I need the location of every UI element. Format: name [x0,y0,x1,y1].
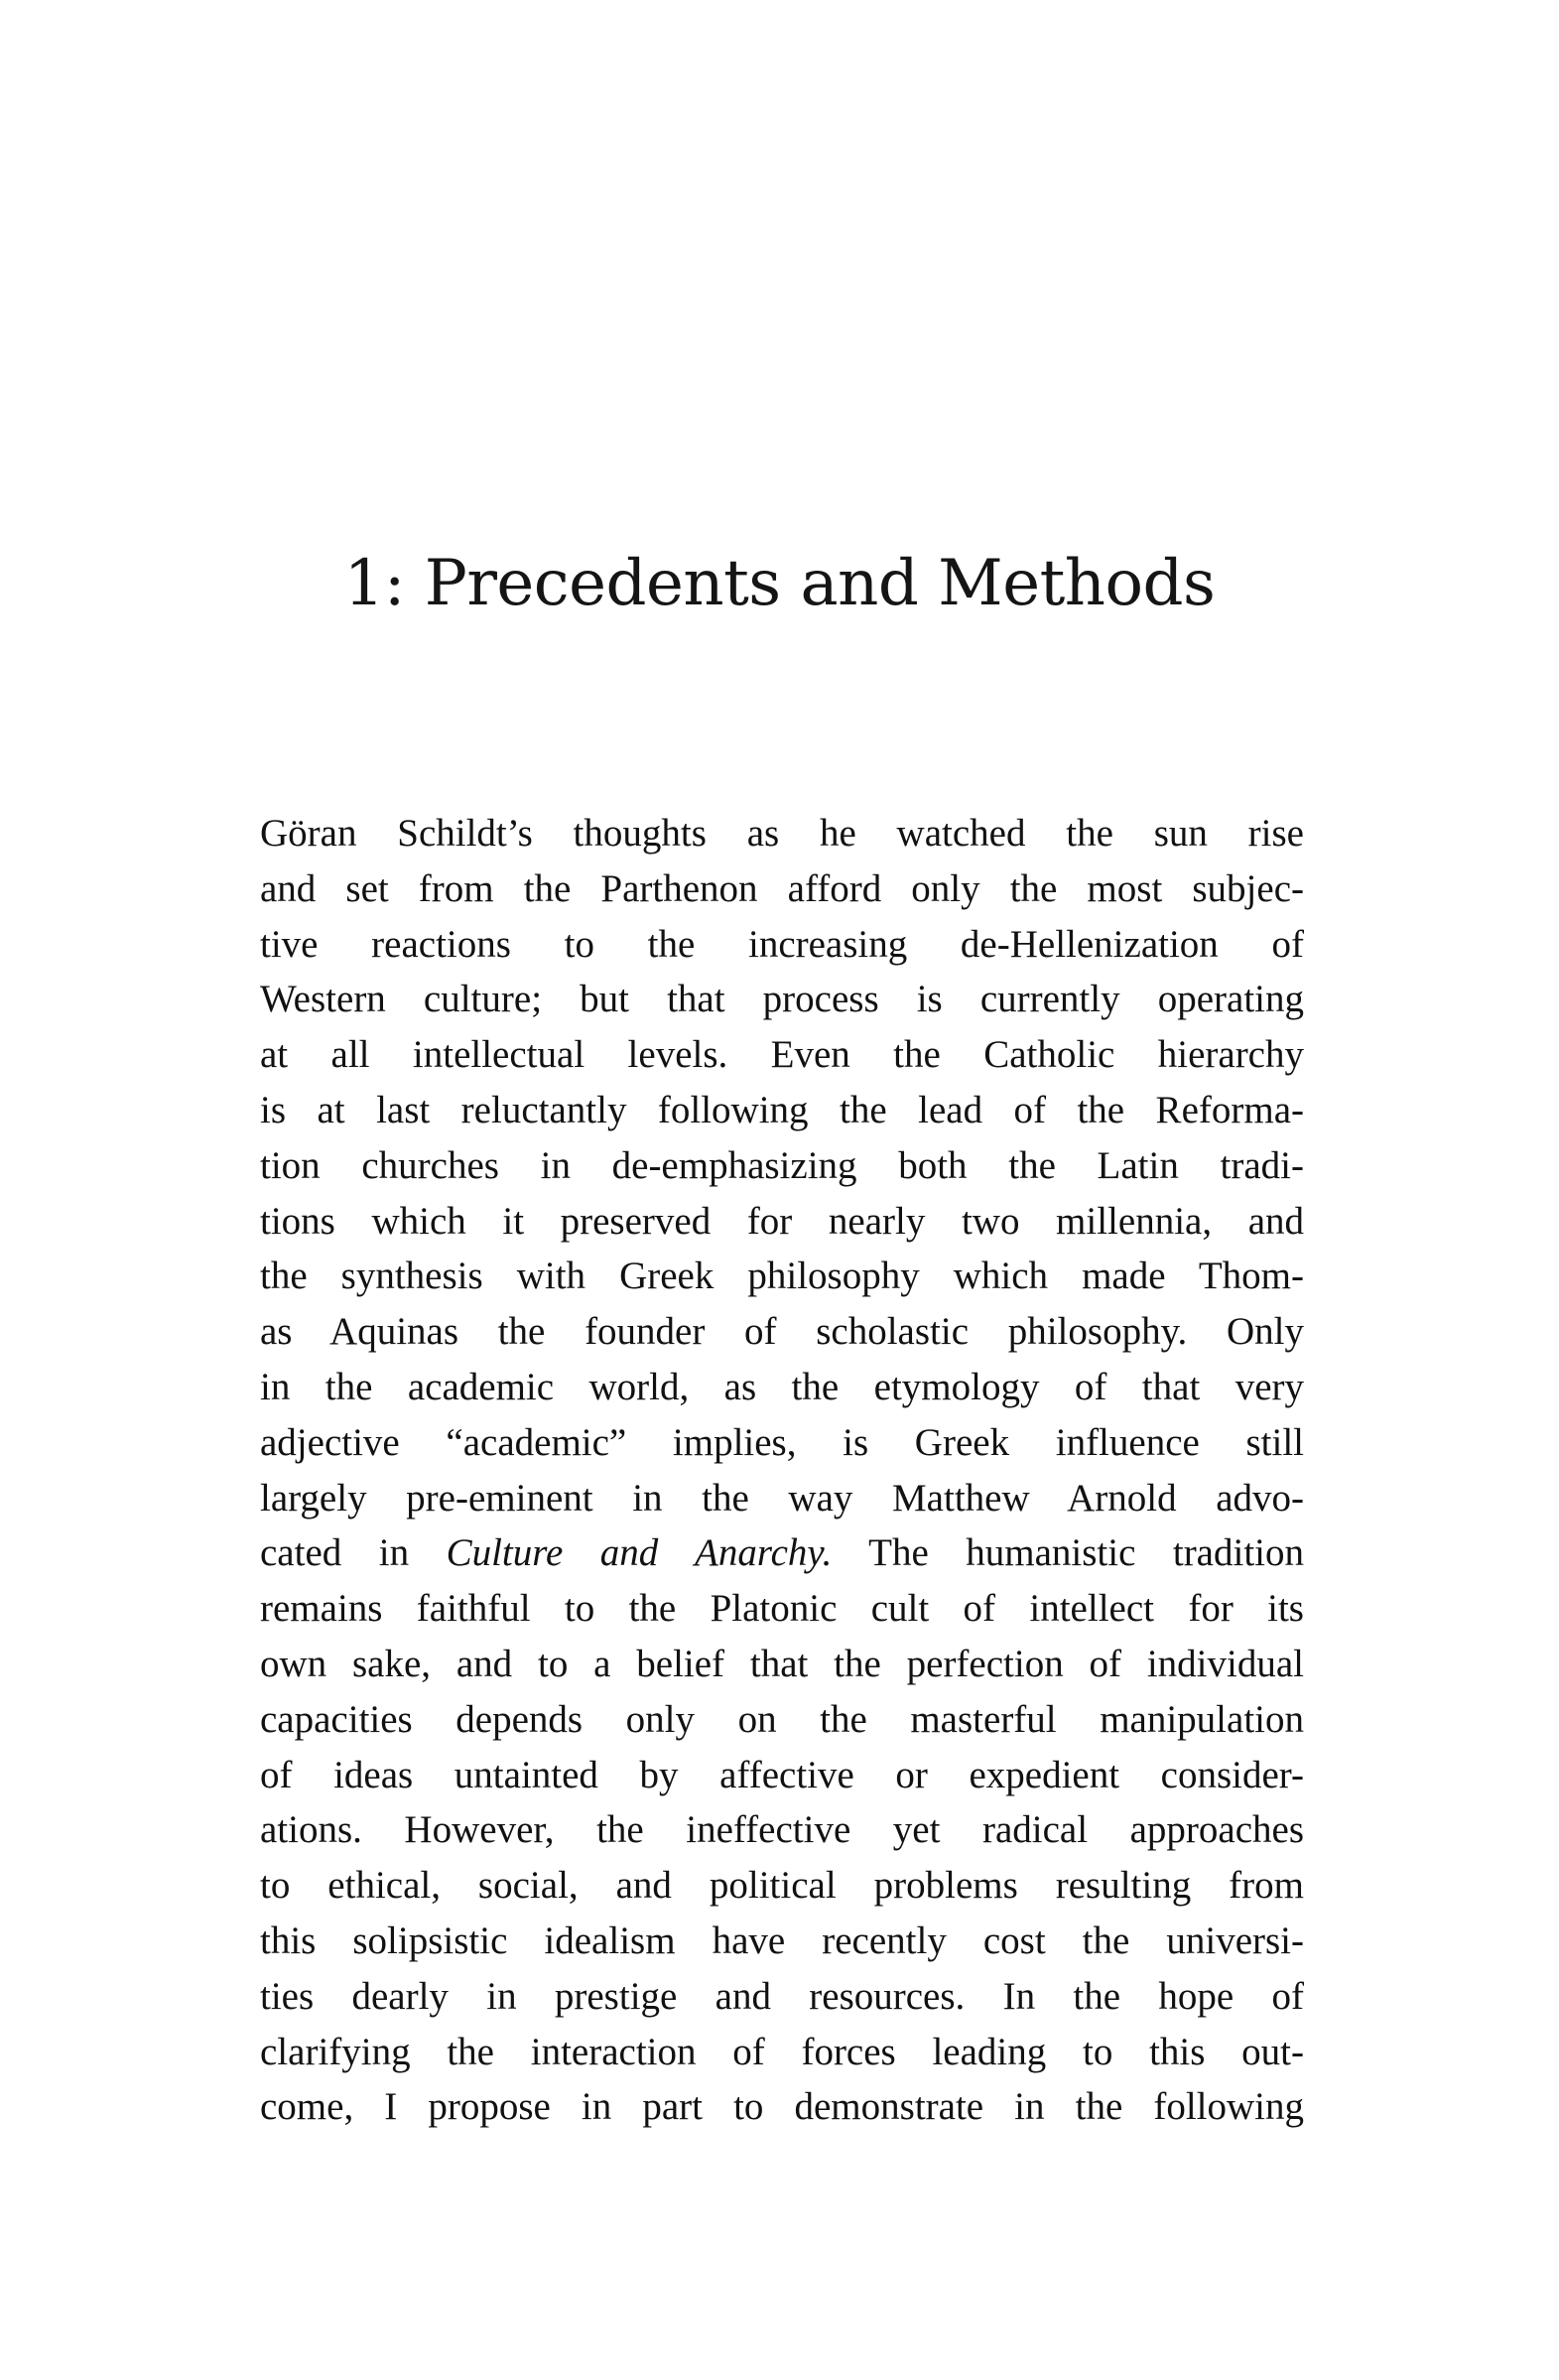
body-paragraph [260,806,1304,2135]
text-line: remains faithful to the Platonic cult of intellect for its [260,1587,1304,1631]
text-line: clarifying the interaction of forces leading to this out- [260,2030,1304,2073]
text-line: ties dearly in prestige and resources. In the hope of [260,1974,1304,2018]
text-line: Göran Schildt’s thoughts as he watched the sun rise [260,812,1304,855]
text-line: Western culture; but that process is currently operating [260,978,1304,1021]
text-line: as Aquinas the founder of scholastic philosophy. Only [260,1310,1304,1354]
text-line: in the academic world, as the etymology of that very [260,1365,1304,1408]
text-line: own sake, and to a belief that the perfection of individual [260,1642,1304,1685]
text-line: ations. However, the ineffective yet radical approaches [260,1808,1304,1852]
book-title-italic: Culture and Anarchy. [446,1531,833,1575]
text-line: this solipsistic idealism have recently cost the universi- [260,1918,1304,1962]
text-line: capacities depends only on the masterful manipulation [260,1697,1304,1741]
text-line: the synthesis with Greek philosophy which made Thom- [260,1255,1304,1298]
text-line: and set from the Parthenon afford only the most subjec- [260,866,1304,910]
text-line: is at last reluctantly following the lead of the Reforma- [260,1088,1304,1131]
text-line: tion churches in de-emphasizing both the Latin tradi- [260,1143,1304,1187]
text-line [260,1525,1304,1581]
chapter-title: 1: Precedents and Methods [343,547,1216,620]
text-line: to ethical, social, and political problems resulting from [260,1864,1304,1908]
text-line: come, I propose in part to demonstrate in the following [260,2085,1304,2129]
text-run: The humanistic tradition [832,1531,1304,1575]
text-line: adjective “academic” implies, is Greek influence still [260,1420,1304,1464]
text-line: at all intellectual levels. Even the Catholic hierarchy [260,1033,1304,1077]
text-line: tive reactions to the increasing de-Hellenization of [260,922,1304,966]
text-run: cated in [260,1531,447,1575]
text-line: of ideas untainted by affective or expedient consider- [260,1753,1304,1796]
text-line: tions which it preserved for nearly two millennia, and [260,1199,1304,1243]
text-line: largely pre-eminent in the way Matthew Arnold advo- [260,1476,1304,1520]
